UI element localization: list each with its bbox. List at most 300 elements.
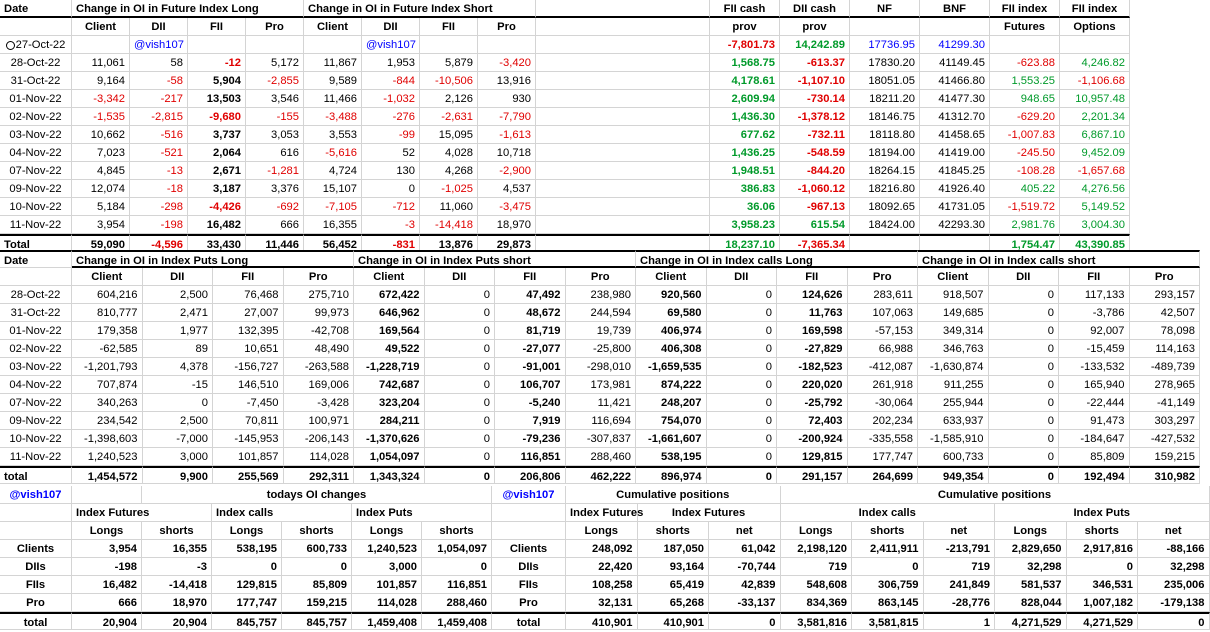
value-cell: -1,398,603 <box>72 430 143 448</box>
value-cell: 2,411,911 <box>852 540 924 558</box>
date-cell: 03-Nov-22 <box>0 126 72 144</box>
value-cell: 349,314 <box>918 322 989 340</box>
value-cell: 100,971 <box>284 412 355 430</box>
value-cell: 32,298 <box>995 558 1067 576</box>
value-cell: -179,138 <box>1138 594 1210 612</box>
column-header: FII <box>188 18 246 36</box>
value-cell: 3,954 <box>72 540 142 558</box>
value-cell: 9,164 <box>72 72 130 90</box>
value-cell <box>536 54 710 72</box>
value-cell: 0 <box>707 394 778 412</box>
value-cell: 18,970 <box>142 594 212 612</box>
value-cell: 114,028 <box>352 594 422 612</box>
column-header: shorts <box>422 522 492 540</box>
value-cell: -298,010 <box>566 358 637 376</box>
blank-cell <box>72 486 142 504</box>
value-cell: 129,815 <box>777 448 848 466</box>
column-header <box>850 18 920 36</box>
value-cell: 323,204 <box>354 394 425 412</box>
value-cell: 633,937 <box>918 412 989 430</box>
value-cell: -27,829 <box>777 340 848 358</box>
value-cell: 18092.65 <box>850 198 920 216</box>
value-cell: 255,944 <box>918 394 989 412</box>
value-cell: 41477.30 <box>920 90 990 108</box>
value-cell <box>536 72 710 90</box>
value-cell: 581,537 <box>995 576 1067 594</box>
value-cell: 0 <box>425 448 496 466</box>
column-header: shorts <box>1067 522 1139 540</box>
value-cell <box>990 36 1060 54</box>
value-cell: 114,163 <box>1130 340 1201 358</box>
value-cell: 107,063 <box>848 304 919 322</box>
value-cell: 159,215 <box>1130 448 1201 466</box>
column-header: FII <box>1059 268 1130 286</box>
value-cell: 177,747 <box>212 594 282 612</box>
value-cell: 10,651 <box>213 340 284 358</box>
value-cell: 410,901 <box>638 612 710 630</box>
value-cell: -133,532 <box>1059 358 1130 376</box>
value-cell: 2,201.34 <box>1060 108 1130 126</box>
value-cell: -3,786 <box>1059 304 1130 322</box>
total-cell: 0 <box>989 466 1060 484</box>
value-cell: 1,007,182 <box>1067 594 1139 612</box>
value-cell: 9,452.09 <box>1060 144 1130 162</box>
group-header: Change in OI in Index Puts short <box>354 250 636 268</box>
value-cell: -156,727 <box>213 358 284 376</box>
value-cell: -516 <box>130 126 188 144</box>
value-cell: 85,809 <box>282 576 352 594</box>
value-cell: 1,953 <box>362 54 420 72</box>
column-header: Longs <box>352 522 422 540</box>
date-cell: 01-Nov-22 <box>0 322 72 340</box>
total-cell: Total <box>0 234 72 252</box>
value-cell: 5,184 <box>72 198 130 216</box>
value-cell: -3,428 <box>284 394 355 412</box>
value-cell: 11,763 <box>777 304 848 322</box>
value-cell: 1,977 <box>143 322 214 340</box>
value-cell: -1,535 <box>72 108 130 126</box>
total-cell: 1,343,324 <box>354 466 425 484</box>
value-cell <box>478 36 536 54</box>
value-cell: 41466.80 <box>920 72 990 90</box>
column-header: Longs <box>781 522 853 540</box>
value-cell: -2,631 <box>420 108 478 126</box>
value-cell: 69,580 <box>636 304 707 322</box>
value-cell: -57,153 <box>848 322 919 340</box>
value-cell: 16,482 <box>72 576 142 594</box>
value-cell: -22,444 <box>1059 394 1130 412</box>
value-cell: -7,000 <box>143 430 214 448</box>
value-cell: -298 <box>130 198 188 216</box>
value-cell: 41458.65 <box>920 126 990 144</box>
value-cell: 0 <box>707 340 778 358</box>
value-cell: -2,855 <box>246 72 304 90</box>
column-header: FII <box>777 268 848 286</box>
value-cell: 742,687 <box>354 376 425 394</box>
value-cell: 3,053 <box>246 126 304 144</box>
group-header: Change in OI in Future Index Long <box>72 0 304 18</box>
value-cell: 0 <box>1138 612 1210 630</box>
value-cell: 406,974 <box>636 322 707 340</box>
value-cell: 5,904 <box>188 72 246 90</box>
value-cell: -629.20 <box>990 108 1060 126</box>
value-cell: 0 <box>709 612 781 630</box>
column-header <box>536 18 710 36</box>
date-cell: 11-Nov-22 <box>0 216 72 234</box>
value-cell: 2,671 <box>188 162 246 180</box>
value-cell: 0 <box>143 394 214 412</box>
value-cell: 12,074 <box>72 180 130 198</box>
column-header <box>920 18 990 36</box>
value-cell: 27,007 <box>213 304 284 322</box>
column-header: Client <box>304 18 362 36</box>
value-cell: 0 <box>989 430 1060 448</box>
value-cell: 677.62 <box>710 126 780 144</box>
value-cell: 20,904 <box>142 612 212 630</box>
value-cell: 248,207 <box>636 394 707 412</box>
value-cell: 18264.15 <box>850 162 920 180</box>
date-cell: 10-Nov-22 <box>0 430 72 448</box>
total-cell: 949,354 <box>918 466 989 484</box>
group-header: Change in OI in Index calls short <box>918 250 1200 268</box>
value-cell: 4,537 <box>478 180 536 198</box>
value-cell: 130 <box>362 162 420 180</box>
value-cell: 834,369 <box>781 594 853 612</box>
value-cell: -12 <box>188 54 246 72</box>
column-header: shorts <box>638 522 710 540</box>
value-cell: 918,507 <box>918 286 989 304</box>
value-cell: 11,867 <box>304 54 362 72</box>
value-cell: -1,201,793 <box>72 358 143 376</box>
value-cell: 2,198,120 <box>781 540 853 558</box>
value-cell: 2,917,816 <box>1067 540 1139 558</box>
total-cell: 11,446 <box>246 234 304 252</box>
value-cell: 911,255 <box>918 376 989 394</box>
column-header: DII <box>989 268 1060 286</box>
value-cell: 14,242.89 <box>780 36 850 54</box>
value-cell: -1,657.68 <box>1060 162 1130 180</box>
value-cell: 405.22 <box>990 180 1060 198</box>
value-cell: -200,924 <box>777 430 848 448</box>
total-cell: 59,090 <box>72 234 130 252</box>
column-header: DII <box>707 268 778 286</box>
value-cell: 146,510 <box>213 376 284 394</box>
date-cell: 11-Nov-22 <box>0 448 72 466</box>
value-cell: 3,958.23 <box>710 216 780 234</box>
value-cell: 187,050 <box>638 540 710 558</box>
value-cell: 48,490 <box>284 340 355 358</box>
value-cell: -1,585,910 <box>918 430 989 448</box>
value-cell: 2,500 <box>143 286 214 304</box>
value-cell: 18424.00 <box>850 216 920 234</box>
value-cell: 2,500 <box>143 412 214 430</box>
value-cell: 41419.00 <box>920 144 990 162</box>
value-cell: -967.13 <box>780 198 850 216</box>
group-header: DII cash <box>780 0 850 18</box>
group-header: Index Puts <box>995 504 1210 522</box>
value-cell: 386.83 <box>710 180 780 198</box>
column-header: prov <box>780 18 850 36</box>
value-cell: 0 <box>989 286 1060 304</box>
value-cell: 1,948.51 <box>710 162 780 180</box>
group-header: Index calls <box>781 504 996 522</box>
value-cell: 283,611 <box>848 286 919 304</box>
group-header: FII index <box>1060 0 1130 18</box>
value-cell: -844 <box>362 72 420 90</box>
value-cell: 0 <box>707 412 778 430</box>
value-cell: -7,801.73 <box>710 36 780 54</box>
value-cell: 303,297 <box>1130 412 1201 430</box>
value-cell: 0 <box>707 322 778 340</box>
value-cell: 3,553 <box>304 126 362 144</box>
value-cell: -99 <box>362 126 420 144</box>
date-cell: 02-Nov-22 <box>0 108 72 126</box>
value-cell: @vish107 <box>130 36 188 54</box>
row-label: Pro <box>0 594 72 612</box>
summary-positions-table <box>0 486 1210 630</box>
value-cell: 13,916 <box>478 72 536 90</box>
value-cell: 0 <box>425 430 496 448</box>
value-cell: 10,662 <box>72 126 130 144</box>
value-cell: 346,531 <box>1067 576 1139 594</box>
value-cell: 106,707 <box>495 376 566 394</box>
value-cell: 3,581,815 <box>852 612 924 630</box>
value-cell: -9,680 <box>188 108 246 126</box>
value-cell: 6,867.10 <box>1060 126 1130 144</box>
value-cell: 406,308 <box>636 340 707 358</box>
value-cell: 2,981.76 <box>990 216 1060 234</box>
date-cell: 31-Oct-22 <box>0 72 72 90</box>
column-header: Longs <box>72 522 142 540</box>
value-cell: 5,172 <box>246 54 304 72</box>
value-cell: 0 <box>989 322 1060 340</box>
date-cell: 04-Nov-22 <box>0 376 72 394</box>
value-cell: 0 <box>425 358 496 376</box>
value-cell: 41149.45 <box>920 54 990 72</box>
value-cell: 5,149.52 <box>1060 198 1130 216</box>
value-cell: 15,095 <box>420 126 478 144</box>
date-cell: 28-Oct-22 <box>0 286 72 304</box>
column-header: Futures <box>990 18 1060 36</box>
column-header: net <box>1138 522 1210 540</box>
index-options-oi-table <box>0 250 1200 484</box>
column-header: shorts <box>852 522 924 540</box>
value-cell: 81,719 <box>495 322 566 340</box>
value-cell: 0 <box>425 394 496 412</box>
column-header: prov <box>710 18 780 36</box>
total-cell: -4,596 <box>130 234 188 252</box>
value-cell: 72,403 <box>777 412 848 430</box>
value-cell: 165,940 <box>1059 376 1130 394</box>
value-cell: 600,733 <box>918 448 989 466</box>
value-cell: 116,694 <box>566 412 637 430</box>
total-cell: 18,237.10 <box>710 234 780 252</box>
total-cell: -831 <box>362 234 420 252</box>
value-cell: -521 <box>130 144 188 162</box>
value-cell: 0 <box>707 358 778 376</box>
value-cell: 1,054,097 <box>354 448 425 466</box>
value-cell: 0 <box>425 376 496 394</box>
value-cell: 3,581,816 <box>781 612 853 630</box>
value-cell: 3,000 <box>352 558 422 576</box>
row-label: total <box>492 612 566 630</box>
value-cell: -1,661,607 <box>636 430 707 448</box>
value-cell: -732.11 <box>780 126 850 144</box>
value-cell: 16,355 <box>304 216 362 234</box>
date-cell: 10-Nov-22 <box>0 198 72 216</box>
date-cell: 31-Oct-22 <box>0 304 72 322</box>
value-cell: 16,355 <box>142 540 212 558</box>
value-cell: 0 <box>989 358 1060 376</box>
future-index-oi-table <box>0 0 1130 252</box>
value-cell: -79,236 <box>495 430 566 448</box>
value-cell: -88,166 <box>1138 540 1210 558</box>
value-cell: 616 <box>246 144 304 162</box>
column-header: FII <box>420 18 478 36</box>
value-cell: 666 <box>72 594 142 612</box>
value-cell: 719 <box>924 558 996 576</box>
value-cell: -489,739 <box>1130 358 1201 376</box>
value-cell: -33,137 <box>709 594 781 612</box>
group-header: Date <box>0 250 72 268</box>
total-cell: 29,873 <box>478 234 536 252</box>
value-cell: 129,815 <box>212 576 282 594</box>
group-header: Index calls <box>212 504 352 522</box>
value-cell <box>536 198 710 216</box>
value-cell: 1,459,408 <box>352 612 422 630</box>
value-cell <box>536 90 710 108</box>
value-cell: 116,851 <box>422 576 492 594</box>
value-cell: -5,240 <box>495 394 566 412</box>
group-header: Change in OI in Index calls Long <box>636 250 918 268</box>
total-cell: 1,754.47 <box>990 234 1060 252</box>
value-cell: 4,276.56 <box>1060 180 1130 198</box>
value-cell: -3,475 <box>478 198 536 216</box>
value-cell: 0 <box>852 558 924 576</box>
value-cell: 0 <box>989 394 1060 412</box>
value-cell: 108,258 <box>566 576 638 594</box>
value-cell: 48,672 <box>495 304 566 322</box>
value-cell: 41299.30 <box>920 36 990 54</box>
value-cell: 293,157 <box>1130 286 1201 304</box>
value-cell: 220,020 <box>777 376 848 394</box>
value-cell: -548.59 <box>780 144 850 162</box>
value-cell: 32,298 <box>1138 558 1210 576</box>
value-cell <box>536 36 710 54</box>
column-header: net <box>924 522 996 540</box>
value-cell: -263,588 <box>284 358 355 376</box>
value-cell <box>188 36 246 54</box>
value-cell: 42293.30 <box>920 216 990 234</box>
value-cell: 1,553.25 <box>990 72 1060 90</box>
value-cell: 248,092 <box>566 540 638 558</box>
value-cell: 0 <box>422 558 492 576</box>
value-cell: 340,263 <box>72 394 143 412</box>
column-header <box>0 268 72 286</box>
total-cell: 192,494 <box>1059 466 1130 484</box>
value-cell: 275,710 <box>284 286 355 304</box>
value-cell <box>536 216 710 234</box>
value-cell: 132,395 <box>213 322 284 340</box>
value-cell: -3,342 <box>72 90 130 108</box>
column-header: Client <box>918 268 989 286</box>
value-cell: 149,685 <box>918 304 989 322</box>
value-cell: 10,957.48 <box>1060 90 1130 108</box>
value-cell: -1,107.10 <box>780 72 850 90</box>
value-cell: -7,105 <box>304 198 362 216</box>
column-header: Pro <box>848 268 919 286</box>
value-cell: 0 <box>425 340 496 358</box>
value-cell: 930 <box>478 90 536 108</box>
value-cell: 124,626 <box>777 286 848 304</box>
value-cell: -28,776 <box>924 594 996 612</box>
value-cell: -145,953 <box>213 430 284 448</box>
value-cell: 22,420 <box>566 558 638 576</box>
value-cell: -1,378.12 <box>780 108 850 126</box>
value-cell: 646,962 <box>354 304 425 322</box>
value-cell: 306,759 <box>852 576 924 594</box>
date-cell: 01-Nov-22 <box>0 90 72 108</box>
value-cell: 169,006 <box>284 376 355 394</box>
value-cell: 202,234 <box>848 412 919 430</box>
value-cell: 346,763 <box>918 340 989 358</box>
value-cell: 85,809 <box>1059 448 1130 466</box>
column-header: Options <box>1060 18 1130 36</box>
value-cell: 116,851 <box>495 448 566 466</box>
row-label: Pro <box>492 594 566 612</box>
value-cell: 241,849 <box>924 576 996 594</box>
value-cell: 278,965 <box>1130 376 1201 394</box>
value-cell: -27,077 <box>495 340 566 358</box>
date-cell: 07-Nov-22 <box>0 162 72 180</box>
value-cell: 0 <box>425 322 496 340</box>
group-header: Change in OI in Index Puts Long <box>72 250 354 268</box>
value-cell: 0 <box>425 412 496 430</box>
group-header: Index Futures <box>72 504 212 522</box>
value-cell: 5,879 <box>420 54 478 72</box>
date-cell: 09-Nov-22 <box>0 412 72 430</box>
value-cell: 1,436.25 <box>710 144 780 162</box>
cum-title: Cumulative positions <box>566 486 781 504</box>
value-cell: 948.65 <box>990 90 1060 108</box>
value-cell: 169,598 <box>777 322 848 340</box>
value-cell: -412,087 <box>848 358 919 376</box>
value-cell: 10,718 <box>478 144 536 162</box>
value-cell: 179,358 <box>72 322 143 340</box>
value-cell: 920,560 <box>636 286 707 304</box>
value-cell: 7,023 <box>72 144 130 162</box>
column-header: Pro <box>246 18 304 36</box>
date-cell: 02-Nov-22 <box>0 340 72 358</box>
value-cell: -7,790 <box>478 108 536 126</box>
value-cell: -2,900 <box>478 162 536 180</box>
value-cell: 91,473 <box>1059 412 1130 430</box>
column-header: Pro <box>284 268 355 286</box>
value-cell: 4,378 <box>143 358 214 376</box>
value-cell: 49,522 <box>354 340 425 358</box>
value-cell: -182,523 <box>777 358 848 376</box>
value-cell: 18211.20 <box>850 90 920 108</box>
value-cell: 538,195 <box>636 448 707 466</box>
value-cell: 0 <box>707 304 778 322</box>
value-cell: 0 <box>425 304 496 322</box>
group-header: Date <box>0 0 72 18</box>
value-cell: 754,070 <box>636 412 707 430</box>
value-cell: -1,032 <box>362 90 420 108</box>
blank-cell <box>492 504 566 522</box>
value-cell: -70,744 <box>709 558 781 576</box>
value-cell: 70,811 <box>213 412 284 430</box>
